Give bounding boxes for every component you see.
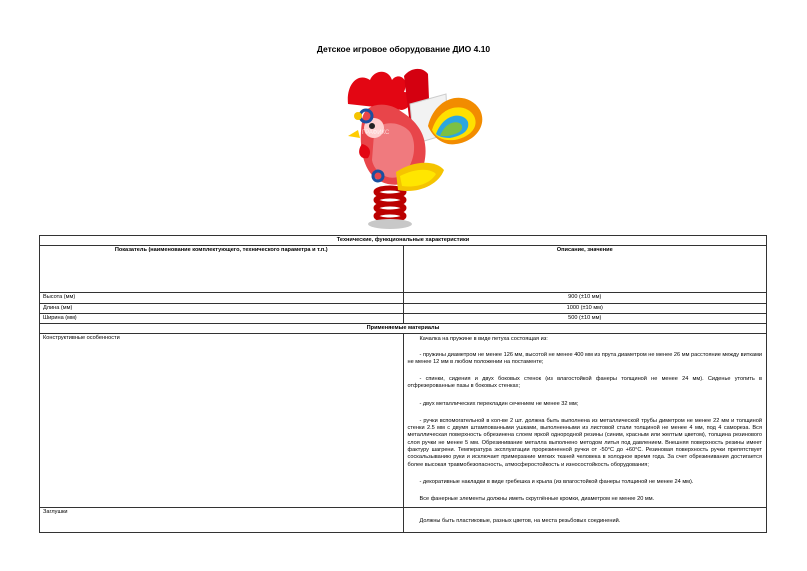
construct-item-back: - спинки, сидения и двух боковых стенок (из влагостойкой фанеры толщиной не менее 24 мм). Сиденье утопить в отфрезерованные пазы в боковых стенках; bbox=[407, 376, 762, 390]
construct-note: Все фанерные элементы должны иметь скруглённые кромки, диаметром не менее 20 мм. bbox=[419, 496, 655, 503]
table-row-length bbox=[40, 303, 767, 313]
rooster-spring-rocker-icon bbox=[318, 64, 490, 232]
row-height-label: Высота (мм) bbox=[40, 293, 404, 303]
row-height-value: 900 (±10 мм) bbox=[403, 293, 767, 303]
header-description: Описание, значение bbox=[403, 246, 767, 293]
construct-item-decor: - декоративные накладки в виде гребешка и крыла (из влагостойкой фанеры толщиной не менее 24 мм). bbox=[419, 478, 694, 485]
section-title-technical: Технические, функциональные характеристики bbox=[40, 236, 767, 246]
table-row-plugs bbox=[40, 508, 767, 533]
row-width-value: 500 (±10 мм) bbox=[403, 313, 767, 323]
row-length-label: Длина (мм) bbox=[40, 303, 404, 313]
spec-table bbox=[39, 235, 767, 533]
document-title: Детское игровое оборудование ДИО 4.10 bbox=[316, 44, 491, 54]
plugs-description: Должны быть пластиковые, разных цветов, на места резьбовых соединений. bbox=[403, 508, 767, 533]
header-indicator: Показатель (наименование комплектующего, технического параметра и т.п.) bbox=[40, 246, 404, 293]
table-row-construct bbox=[40, 334, 767, 508]
section-title-materials: Применяемые материалы bbox=[40, 324, 767, 334]
table-row-height bbox=[40, 293, 767, 303]
plugs-label: Заглушки bbox=[40, 508, 404, 533]
construct-item-spring: - пружины диаметром не менее 126 мм, высотой не менее 400 мм из прута диаметром не менее 26 мм расстояние между витками не менее 12 мм в любом положении на постаменте; bbox=[407, 351, 762, 365]
row-length-value: 1000 (±10 мм) bbox=[403, 303, 767, 313]
spring-icon bbox=[376, 188, 404, 220]
construct-intro: Качалка на пружине в виде петуха состоящая из: bbox=[419, 336, 548, 343]
table-header-row bbox=[40, 246, 767, 293]
construct-description bbox=[403, 334, 767, 508]
construct-item-handles: - ручки вспомогательной в кол-ве 2 шт. должна быть выполнена из металлической трубы диметром не менее 22 мм и толщиной стенки 2.5 мм с двумя штампованными ушками, выполненными из листовой стали толщиной не менее 4 мм, под 4 самореза. Вся металлическая поверхность обрезинена слоем яркой однородной резины (синим, красным или желтым цветом), толщина резинового слоя ручки не менее 5 мм. Обрезинивание металла выполнено методом литья под давлением. Внешняя поверхность резины имеет фактуру шагрени. Температура эксплуатации прорезиненной ручки от -50°С до +60°С. Резиновая поверхность ручки препятствует соскальзыванию руки и исключает примерзание мягких тканей человека в холодное время года. За счет обрезинивания достигается более высокая травмобезопасность, атмосферостойкость и износостойкость оборудования; bbox=[407, 417, 762, 468]
construct-item-crossbars: - двух металлических перекладин сечением не менее 32 мм; bbox=[419, 400, 579, 407]
table-row-width bbox=[40, 313, 767, 323]
section-header-materials bbox=[40, 324, 767, 334]
row-width-label: Ширина (мм) bbox=[40, 313, 404, 323]
section-header-technical bbox=[40, 236, 767, 246]
construct-label: Конструктивные особенности bbox=[40, 334, 404, 508]
watermark-text: ГРАФИКС bbox=[362, 130, 390, 136]
